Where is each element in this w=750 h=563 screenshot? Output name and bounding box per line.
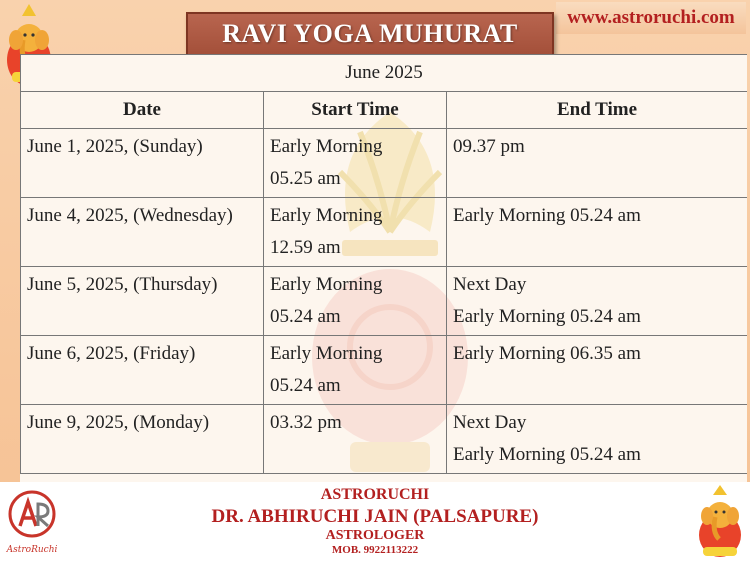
cell-end: Early Morning 06.35 am	[447, 336, 748, 405]
cell-start: Early Morning 05.24 am	[264, 336, 447, 405]
table-row	[21, 336, 748, 405]
footer	[0, 482, 750, 563]
cell-end: Next Day Early Morning 05.24 am	[447, 267, 748, 336]
table-row	[21, 267, 748, 336]
column-header-date: Date	[21, 92, 264, 129]
month-row	[21, 55, 748, 92]
page-title: RAVI YOGA MUHURAT	[222, 19, 518, 48]
column-header-end: End Time	[447, 92, 748, 129]
month-label: June 2025	[21, 55, 748, 92]
table-header	[21, 92, 748, 129]
cell-start: 03.32 pm	[264, 405, 447, 474]
column-header-start: Start Time	[264, 92, 447, 129]
cell-end: 09.37 pm	[447, 129, 748, 198]
title-banner	[186, 12, 554, 56]
muhurat-sheet	[20, 54, 747, 482]
cell-date: June 5, 2025, (Thursday)	[21, 267, 264, 336]
footer-astrologer-name: DR. ABHIRUCHI JAIN (PALSAPURE)	[211, 506, 539, 527]
cell-start: Early Morning 05.24 am	[264, 267, 447, 336]
footer-mobile: MOB. 9922113222	[331, 544, 419, 556]
muhurat-table	[20, 54, 747, 474]
cell-date: June 9, 2025, (Monday)	[21, 405, 264, 474]
footer-role: ASTROLOGER	[325, 528, 425, 543]
footer-brand: ASTRORUCHI	[320, 486, 430, 503]
cell-date: June 1, 2025, (Sunday)	[21, 129, 264, 198]
table-row	[21, 129, 748, 198]
cell-date: June 6, 2025, (Friday)	[21, 336, 264, 405]
table-row	[21, 405, 748, 474]
cell-start: Early Morning 12.59 am	[264, 198, 447, 267]
ganesha-icon	[694, 485, 746, 559]
cell-date: June 4, 2025, (Wednesday)	[21, 198, 264, 267]
cell-end: Next Day Early Morning 05.24 am	[447, 405, 748, 474]
cell-end: Early Morning 05.24 am	[447, 198, 748, 267]
cell-start: Early Morning 05.25 am	[264, 129, 447, 198]
table-row	[21, 198, 748, 267]
website-link[interactable]: www.astroruchi.com	[556, 2, 746, 34]
logo-text: AstroRuchi	[6, 545, 58, 555]
